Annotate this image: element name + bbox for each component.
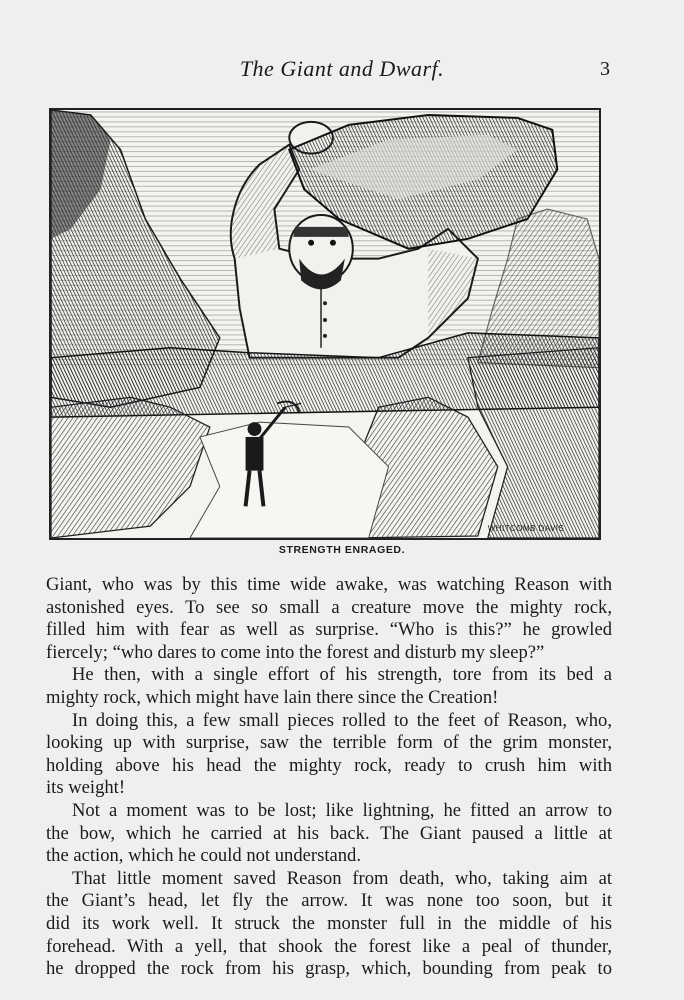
text-line: fiercely; “who dares to come into the forest and disturb my sleep?” bbox=[46, 641, 545, 663]
text-line: the bow, which he carried at his back. The Giant paused a little at bbox=[46, 822, 612, 844]
left-foreground-rocks bbox=[51, 397, 210, 538]
engraving-artwork bbox=[51, 110, 599, 538]
body-text bbox=[46, 574, 612, 981]
illustration-caption: STRENGTH ENRAGED. bbox=[278, 544, 406, 556]
engraving-illustration bbox=[49, 108, 601, 540]
text-line: he dropped the rock from his grasp, which, bounding from peak to bbox=[46, 958, 612, 980]
text-line: mighty rock, which might have lain there since the Creation! bbox=[46, 686, 499, 708]
text-line: Not a moment was to be lost; like lightning, he fitted an arrow to bbox=[72, 799, 612, 821]
text-line: holding above his head the mighty rock, ready to crush him with bbox=[46, 754, 612, 776]
text-line: the action, which he could not understand. bbox=[46, 845, 361, 867]
text-line: filled him with fear as well as surprise. “Who is this?” he growled bbox=[46, 619, 612, 641]
page-number: 3 bbox=[600, 58, 610, 80]
text-line: That little moment saved Reason from death, who, taking aim at bbox=[72, 867, 612, 889]
text-line: its weight! bbox=[46, 777, 126, 799]
running-head bbox=[0, 56, 684, 86]
running-title: The Giant and Dwarf. bbox=[239, 56, 445, 81]
text-line: forehead. With a yell, that shook the forest like a peal of thunder, bbox=[46, 935, 612, 957]
text-line: the Giant’s head, let fly the arrow. It was none too soon, but it bbox=[46, 890, 612, 912]
text-line: Giant, who was by this time wide awake, was watching Reason with bbox=[46, 574, 612, 595]
text-line: In doing this, a few small pieces rolled to the feet of Reason, who, bbox=[72, 709, 612, 731]
text-line: astonished eyes. To see so small a creature move the mighty rock, bbox=[46, 596, 612, 618]
text-line: He then, with a single effort of his strength, tore from its bed a bbox=[72, 664, 612, 686]
text-line: looking up with surprise, saw the terrible form of the grim monster, bbox=[46, 732, 612, 754]
right-foreground-rocks bbox=[468, 348, 599, 538]
text-line: did its work well. It struck the monster full in the middle of his bbox=[46, 912, 612, 934]
engraver-signature: WHITCOMB DAVIS bbox=[487, 524, 565, 534]
